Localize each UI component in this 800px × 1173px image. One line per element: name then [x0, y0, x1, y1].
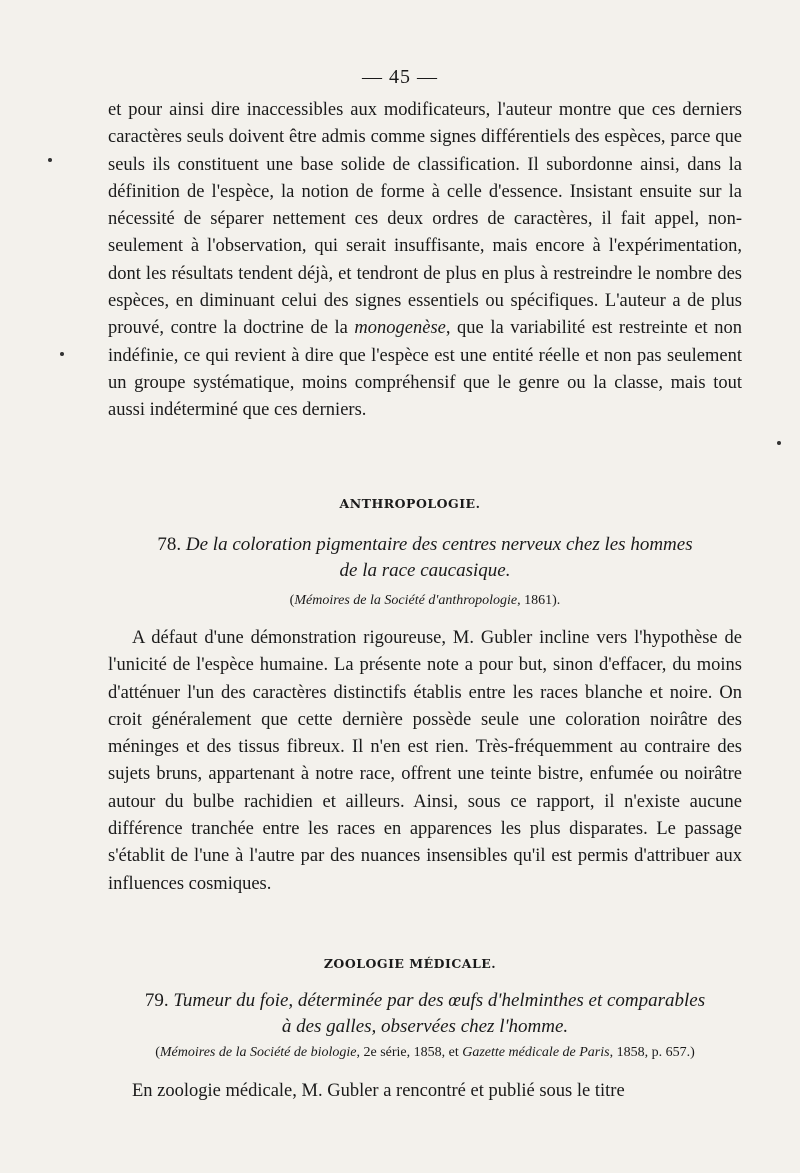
section-heading-zoologie-medicale: ZOOLOGIE MÉDICALE.: [323, 956, 497, 971]
article-79-title-line1: Tumeur du foie, déterminée par des œufs d'helminthes et comparables: [173, 990, 706, 1011]
article-79-ref-source1: Mémoires de la Société de biologie: [159, 1045, 357, 1060]
ref-open-2: (: [155, 1045, 160, 1060]
article-79-body: En zoologie médicale, M. Gubler a rencontré et publié sous le titre: [132, 1081, 625, 1101]
intro-paragraph: [108, 97, 742, 425]
intro-italic-term: monogenèse: [354, 318, 446, 339]
article-79-ref-end: , 1858, p. 657.): [609, 1045, 695, 1060]
paper-speck: [48, 158, 52, 162]
article-79-ref-source2: Gazette médicale de Paris: [462, 1045, 610, 1060]
paper-speck: [60, 352, 64, 356]
section-heading-anthropologie: ANTHROPOLOGIE.: [339, 496, 481, 511]
article-79-reference: [100, 1045, 750, 1061]
article-78-ref-source: Mémoires de la Société d'anthropologie: [294, 593, 518, 608]
article-78-title-line2: de la race caucasique.: [339, 560, 511, 581]
ref-open: (: [289, 593, 295, 608]
paper-speck: [777, 441, 781, 445]
article-78-body: A défaut d'une démonstration rigoureuse, M. Gubler incline vers l'hypothèse de l'unicité de l'espèce humaine. La présente note a pour but, sinon d'effacer, du moins d'atténuer l'un des caractères distinctifs établis entre les races blanche et noire. On croit généralement que cette dernière possède seule une coloration noirâtre des méninges et des tissus fibreux. Il n'en est rien. Très-fréquemment au contraire des sujets bruns, appartenant à notre race, offrent une teinte bistre, enfumée ou noirâtre autour du bulbe rachidien et ailleurs. Ainsi, sous ce rapport, il n'existe aucune différence tranchée entre les races en apparences les plus disparates. Le passage s'établit de l'une à l'autre par des nuances insensibles qu'il est permis d'attribuer aux influences cosmiques.: [108, 628, 742, 894]
page-number: — 45 —: [362, 66, 438, 88]
article-79-title-line2: à des galles, observées chez l'homme.: [281, 1016, 569, 1037]
article-79-title: [108, 988, 742, 1040]
article-79-ref-mid: , 2e série, 1858, et: [356, 1045, 463, 1060]
article-78-title-line1: De la coloration pigmentaire des centres nerveux chez les hommes: [185, 534, 693, 555]
article-78-number: 78.: [157, 534, 182, 555]
intro-text: et pour ainsi dire inaccessibles aux modificateurs, l'auteur montre que ces derniers caractères seuls doivent être admis comme signes différentiels des espèces, parce que seuls ils constituent une base solide de classification. Il subordonne ainsi, dans la définition de l'espèce, la notion de forme à celle d'essence. Insistant ensuite sur la nécessité de séparer nettement ces deux ordres de caractères, il fait appel, non-seulement à l'observation, qui serait insuffisante, mais encore à l'expérimentation, dont les résultats tendent déjà, et tendront de plus en plus à restreindre le nombre des espèces, en diminuant celui des signes essentiels ou spécifiques. L'auteur a de plus prouvé, contre la doctrine de la: [108, 100, 742, 339]
article-79-number: 79.: [144, 990, 169, 1011]
article-78-reference: [100, 593, 750, 609]
intro-text-end: , que la variabilité est restreinte et non indéfinie, ce qui revient à dire que l'espèce est une entité réelle et non pas seulement un groupe systématique, moins compréhensif que le genre ou la classe, mais tout aussi indéterminé que ces derniers.: [108, 318, 742, 421]
article-78-title: [108, 532, 742, 584]
article-78-ref-year: , 1861).: [517, 593, 561, 608]
